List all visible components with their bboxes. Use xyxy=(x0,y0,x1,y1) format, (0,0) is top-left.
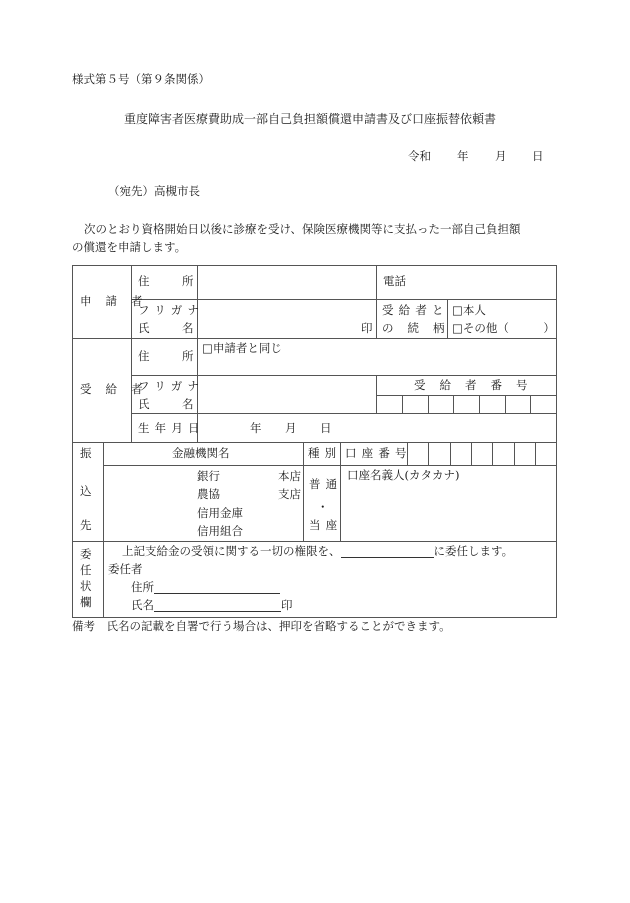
account-number-header: 口座番号 xyxy=(345,446,412,460)
recipient-address-label-a: 住 xyxy=(138,349,150,363)
intro-line-2: の償還を申請します。 xyxy=(72,240,187,254)
delegator-seal: 印 xyxy=(281,598,293,612)
birth-day: 日 xyxy=(320,421,332,435)
recipient-name-label-a: 氏 xyxy=(138,397,150,411)
bank-label-3: 先 xyxy=(80,518,92,532)
recipient-name-field[interactable] xyxy=(198,376,375,412)
branch-type-branch[interactable]: 支店 xyxy=(278,487,301,501)
account-holder-label: 口座名義人(カタカナ) xyxy=(347,468,460,482)
recipient-number-label: 受 給 者 番 号 xyxy=(414,378,533,392)
recipient-name-label-b: 名 xyxy=(182,397,194,411)
account-holder-field[interactable] xyxy=(341,484,555,540)
delegator-address-label: 住所 xyxy=(131,580,154,594)
birth-month: 月 xyxy=(285,421,297,435)
applicant-address-field[interactable] xyxy=(198,266,375,298)
applicant-name-label-b: 名 xyxy=(182,321,194,335)
delegator-address-field[interactable] xyxy=(154,583,280,594)
bank-label-1: 振 xyxy=(80,446,92,460)
addressee: （宛先）高槻市長 xyxy=(108,184,200,198)
form-number: 様式第５号（第９条関係） xyxy=(72,72,210,86)
relation-option-other[interactable]: □その他（ ） xyxy=(452,321,555,335)
recipient-furigana-label: フリガナ xyxy=(138,379,205,393)
intro-line-1: 次のとおり資格開始日以後に診療を受け、保険医療機関等に支払った一部自己負担額 xyxy=(84,222,521,236)
date-day: 日 xyxy=(532,149,544,163)
relation-label-2: の 続 柄 xyxy=(382,321,450,335)
delegator-name-field[interactable] xyxy=(154,601,281,612)
institution-type-credit-union[interactable]: 信用組合 xyxy=(197,524,243,538)
relation-label-1: 受給者と xyxy=(382,303,449,317)
delegation-label-3: 状 xyxy=(80,579,92,593)
account-type-separator: ・ xyxy=(317,500,329,514)
applicant-label: 申 請 者 xyxy=(80,294,148,308)
delegator-label: 委任者 xyxy=(108,562,143,576)
delegate-name-field[interactable] xyxy=(341,547,434,558)
institution-type-agri[interactable]: 農協 xyxy=(197,487,220,501)
applicant-seal: 印 xyxy=(361,321,373,335)
account-type-ordinary[interactable]: 普通 xyxy=(309,477,343,491)
applicant-name-label-a: 氏 xyxy=(138,321,150,335)
footer-note: 備考 氏名の記載を自署で行う場合は、押印を省略することができます。 xyxy=(72,619,451,633)
bank-label-2: 込 xyxy=(80,484,92,498)
date-era: 令和 xyxy=(408,149,431,163)
delegator-name-label: 氏名 xyxy=(131,598,154,612)
document-title: 重度障害者医療費助成一部自己負担額償還申請書及び口座振替依頼書 xyxy=(124,112,497,126)
applicant-furigana-label: フリガナ xyxy=(138,303,205,317)
delegation-label-2: 任 xyxy=(80,563,92,577)
date-year: 年 xyxy=(457,149,469,163)
date-month: 月 xyxy=(495,149,507,163)
type-header: 種別 xyxy=(308,446,342,460)
recipient-address-label-b: 所 xyxy=(182,349,194,363)
delegation-statement xyxy=(122,546,513,558)
recipient-number-cells[interactable] xyxy=(377,396,556,413)
branch-type-main[interactable]: 本店 xyxy=(278,469,301,483)
phone-field[interactable] xyxy=(410,266,555,298)
applicant-name-field[interactable] xyxy=(198,300,358,337)
applicant-address-label-a: 住 xyxy=(138,274,150,288)
birth-date-label: 生年月日 xyxy=(138,421,205,435)
institution-type-bank[interactable]: 銀行 xyxy=(197,469,220,483)
phone-label: 電話 xyxy=(383,274,406,288)
delegation-statement-suffix: に委任します。 xyxy=(433,544,514,558)
institution-type-shinkin[interactable]: 信用金庫 xyxy=(197,506,243,520)
delegation-label-1: 委 xyxy=(80,547,92,561)
birth-year: 年 xyxy=(250,421,262,435)
account-number-cells[interactable] xyxy=(408,443,556,465)
applicant-address-label-b: 所 xyxy=(182,274,194,288)
same-as-applicant-checkbox[interactable]: □申請者と同じ xyxy=(202,341,282,355)
recipient-label: 受 給 者 xyxy=(80,382,148,396)
delegator-name xyxy=(131,600,293,612)
delegator-address xyxy=(131,582,280,594)
delegation-label-4: 欄 xyxy=(80,595,92,609)
relation-option-self[interactable]: □本人 xyxy=(452,303,486,317)
institution-header: 金融機関名 xyxy=(172,446,230,460)
account-type-current[interactable]: 当座 xyxy=(309,518,343,532)
delegation-statement-prefix: 上記支給金の受領に関する一切の権限を、 xyxy=(122,544,341,558)
